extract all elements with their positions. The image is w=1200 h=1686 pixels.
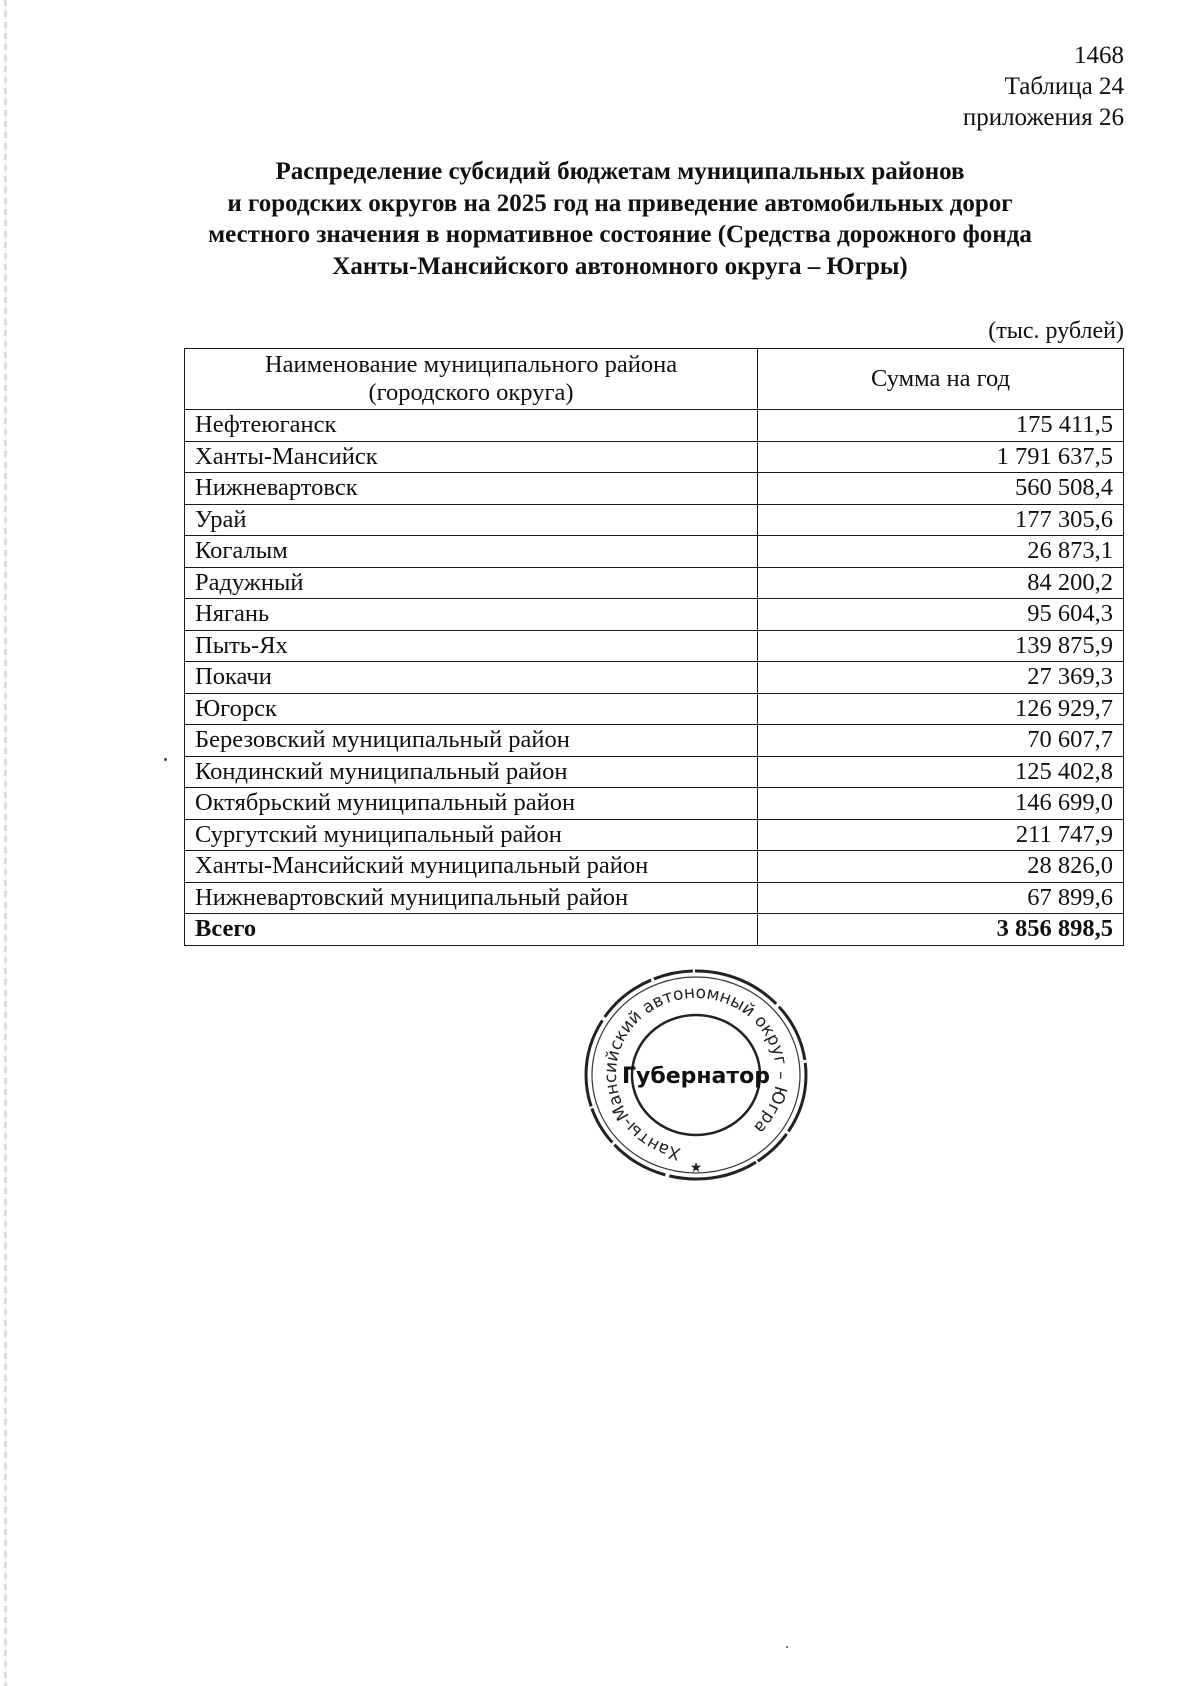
column-header-name-line: Наименование муниципального района [264, 351, 678, 378]
row-amount: 84 200,2 [758, 567, 1124, 599]
row-name: Нижневартовский муниципальный район [185, 882, 758, 914]
row-amount: 27 369,3 [758, 662, 1124, 694]
subsidy-table [184, 348, 1124, 946]
table-row [185, 599, 1124, 631]
row-name: Пыть-Ях [185, 630, 758, 662]
total-label: Всего [185, 914, 758, 946]
table-row [185, 882, 1124, 914]
governor-seal [578, 962, 814, 1188]
row-name: Нижневартовск [185, 473, 758, 505]
row-name: Октябрьский муниципальный район [185, 788, 758, 820]
table-body [185, 410, 1124, 946]
row-amount: 125 402,8 [758, 756, 1124, 788]
table-row [185, 725, 1124, 757]
table-row [185, 693, 1124, 725]
row-amount: 177 305,6 [758, 504, 1124, 536]
row-name: Кондинский муниципальный район [185, 756, 758, 788]
title-line: Ханты-Мансийского автономного округа – Югры) [332, 252, 908, 280]
row-name: Радужный [185, 567, 758, 599]
table-row [185, 504, 1124, 536]
table-row [185, 536, 1124, 568]
row-amount: 28 826,0 [758, 851, 1124, 883]
scan-speck [164, 758, 167, 761]
table-row [185, 473, 1124, 505]
seal-center-text: Губернатор [621, 1064, 771, 1089]
row-amount: 67 899,6 [758, 882, 1124, 914]
scan-edge-artifact [4, 0, 7, 1686]
row-amount: 139 875,9 [758, 630, 1124, 662]
units-label: (тыс. рублей) [988, 318, 1124, 344]
scan-speck [786, 1646, 788, 1648]
seal-star-icon: ★ [689, 1160, 703, 1176]
column-header-name-line: (городского округа) [368, 379, 574, 406]
title-line: и городских округов на 2025 год на приведение автомобильных дорог [227, 189, 1013, 217]
row-name: Ханты-Мансийск [185, 441, 758, 473]
table-row [185, 567, 1124, 599]
row-name: Урай [185, 504, 758, 536]
row-name: Когалым [185, 536, 758, 568]
row-name: Покачи [185, 662, 758, 694]
row-amount: 126 929,7 [758, 693, 1124, 725]
total-amount: 3 856 898,5 [758, 914, 1124, 946]
table-reference: Таблица 24 [1004, 73, 1124, 100]
page-number: 1468 [1074, 42, 1124, 69]
row-name: Нефтеюганск [185, 410, 758, 442]
table-row [185, 662, 1124, 694]
row-name: Сургутский муниципальный район [185, 819, 758, 851]
table-row [185, 630, 1124, 662]
row-name: Ханты-Мансийский муниципальный район [185, 851, 758, 883]
table-row [185, 819, 1124, 851]
row-name: Березовский муниципальный район [185, 725, 758, 757]
row-name: Нягань [185, 599, 758, 631]
row-name: Югорск [185, 693, 758, 725]
table-row [185, 410, 1124, 442]
column-header-name [185, 349, 758, 410]
row-amount: 95 604,3 [758, 599, 1124, 631]
row-amount: 70 607,7 [758, 725, 1124, 757]
row-amount: 560 508,4 [758, 473, 1124, 505]
table-row [185, 788, 1124, 820]
table-row [185, 756, 1124, 788]
row-amount: 211 747,9 [758, 819, 1124, 851]
title-line: Распределение субсидий бюджетам муниципальных районов [275, 158, 965, 185]
appendix-reference: приложения 26 [962, 104, 1124, 131]
row-amount: 1 791 637,5 [758, 441, 1124, 473]
row-amount: 26 873,1 [758, 536, 1124, 568]
row-amount: 175 411,5 [758, 410, 1124, 442]
column-header-sum: Сумма на год [758, 349, 1124, 410]
row-amount: 146 699,0 [758, 788, 1124, 820]
table-total-row [185, 914, 1124, 946]
document-title [180, 156, 1060, 282]
seal-graphic [578, 962, 814, 1188]
table-row [185, 441, 1124, 473]
table-header-row [185, 349, 1124, 410]
seal-ring-text: Ханты-Мансийский автономный округ – Югра [600, 982, 792, 1164]
title-line: местного значения в нормативное состояние (Средства дорожного фонда [208, 221, 1032, 248]
table-row [185, 851, 1124, 883]
